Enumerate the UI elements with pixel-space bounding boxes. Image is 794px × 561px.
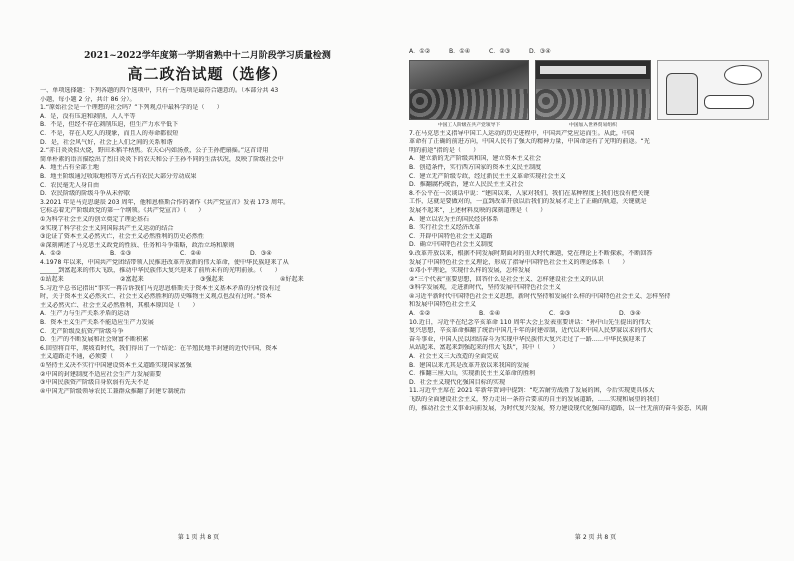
- text-line: 发展不起来”，上述材料反映的深刻道理是（ ）: [409, 206, 547, 214]
- text-line: 7.在马克思主义指导中国工人运动的历史进程中，中国共产党应运而生。从此，中国: [409, 129, 635, 137]
- page-number: 第 1 页 共 8 页: [177, 534, 220, 541]
- text-line: D．社会主义现代化强国目标的实现: [409, 378, 506, 386]
- photo-strip: [409, 60, 774, 128]
- text-line: D．生产的不断发展和社会财富不断积累: [40, 336, 149, 344]
- option: B．①④: [479, 310, 501, 318]
- text-line: A．生产力与生产关系矛盾的运动: [40, 310, 130, 318]
- subject-title: 高二政治试题（选修）: [127, 65, 288, 83]
- text-line: B．创造条件，实行西方国家的资本主义民主制度: [409, 163, 542, 171]
- text-line: 复兴思想，辛亥革命推翻了统治中国几千年的封建帝制，近代以来中国人民梦寐以求的伟大: [409, 327, 653, 335]
- text-line: B．建国以来尤其是改革开放以来我国的发展: [409, 361, 529, 369]
- text-line: ______到富起来的伟大飞跃，推动中华民族伟大复兴迎来了前所未有的光明前景。（ ）: [40, 267, 281, 275]
- text-line: ④习近平新时代中国特色社会主义思想，新时代坚持和发展什么样的中国特色社会主义、怎样坚持: [409, 292, 671, 300]
- text-line: 奋斗事业，中国人民以团结奋斗为实现中华民族伟大复兴走过了一路……中华民族迎来了: [409, 335, 647, 343]
- text-line: 9.改革开放以来，根据不同发展时期面对的重大时代课题，党在理论上不断探索，不断回答: [409, 249, 653, 257]
- text-line: 工作，这就是要做对的，一直到改革开放以后我们的发展才走上了正确的轨道，关键就是: [409, 198, 647, 206]
- text-line: ①邓小平理论，实现什么样的发展，怎样发展: [409, 267, 531, 275]
- text-line: D．推翻腐朽统治，建立人民民主主义社会: [409, 181, 524, 189]
- text-line: ①为科学社会主义的创立奠定了理论基石: [40, 215, 150, 223]
- option-row: [40, 250, 375, 259]
- text-line: 它标志着无产阶级政党的第一个纲领。《共产党宣言》（ ）: [40, 207, 205, 215]
- option: A．①②: [409, 48, 431, 55]
- text-line: ②“三个代表”重要思想，回答什么是社会主义、怎样建设社会主义的认识: [409, 275, 604, 283]
- text-line: C．建立无产阶级专政，经过新民主主义革命实现社会主义: [409, 172, 566, 180]
- option: C．②③: [549, 310, 571, 318]
- text-line: A．社会主义三大改造的全面完成: [409, 353, 499, 361]
- text-line: A．建立以农为主的国民经济体系: [409, 215, 499, 223]
- right-page: [397, 0, 794, 561]
- option: ④好起来: [280, 276, 304, 284]
- text-line: B．资本主义生产关系不能适应生产力发展: [40, 319, 154, 327]
- photo-block: [657, 60, 769, 128]
- text-line: C．推翻三座大山，实现新民主主义革命的胜利: [409, 370, 536, 378]
- crowd-photo: [409, 60, 529, 120]
- text-line: 主义道路走不通，必须要（ ）: [40, 353, 132, 361]
- option-row: [409, 48, 774, 57]
- text-line: ①坚持主义决不实行中国建设资本主义道路实现国家富强: [40, 362, 192, 369]
- cartoon-tag: [704, 95, 754, 109]
- text-line: 8.不公平在一次谈话中说：“建国以来，人家对我们，我们在某种程度上我们也没有把关键: [409, 189, 650, 197]
- photo-block: [535, 60, 651, 128]
- text-line: 飞跃的全面建设社会主义，努力走出一条符合要求的自主的发展道路，……实现和展望的我们: [409, 396, 659, 403]
- text-line: 5.习近平总书记指出“事实一再告诉我们马克思恩格斯关于资本主义基本矛盾的分析没有过: [40, 284, 281, 292]
- option: C．②③: [489, 48, 511, 55]
- text-line: D．农民阶级的阶级斗争从未停歇: [40, 190, 131, 198]
- option: D．③④: [250, 250, 272, 258]
- photo-block: [409, 60, 529, 128]
- text-line: A．是，没有压迫和剥削，人人平等: [40, 112, 136, 120]
- right-column: [409, 48, 774, 413]
- text-line: A．地主占有全部土地: [40, 164, 100, 172]
- text-line: ④深刻阐述了马克思主义政党的性质、任务和斗争策略，政治立场和原则: [40, 241, 235, 249]
- text-line: 2.“赤日炎炎似火烧，野田禾稻半枯焦。农夫心内如汤煮，公子王孙把扇摇。”这首诗用: [40, 147, 269, 155]
- text-line: 时，关于资本主义必然灭亡、社会主义必然胜利的历史唯物主义观点也没有过时。”资本: [40, 293, 272, 301]
- text-line: 主义必然灭亡、社会主义必然胜利，其根本原因是（ ）: [40, 301, 199, 309]
- text-line: 革命有了正确的前进方向，中国人民有了强大的精神力量，中国命运有了光明的前途。“光: [409, 138, 650, 146]
- option: A．①②: [409, 310, 431, 318]
- text-line: 11.习近平主席在 2021 年新年贺词中提到：“吃苦耐劳战胜了发展的困，今后实现更具体大: [409, 387, 655, 395]
- text-line: 小题，每小题 2 分，共计 86 分）。: [40, 95, 136, 103]
- exam-title: 2021~2022学年度第一学期省熟中十二月阶段学习质量检测: [84, 51, 331, 61]
- text-line: 4.1978 年以来，中国共产党团结带领人民推进改革开放新的伟大革命，使中华民族迎来了从: [40, 258, 289, 266]
- option-row: [409, 310, 774, 319]
- left-column: [40, 38, 375, 396]
- text-line: B．不是，但经不存在剥削压迫，但生产力水平低下: [40, 121, 179, 129]
- text-line: C．农民毫无人身自由: [40, 181, 100, 189]
- option: ①站起来: [40, 276, 64, 284]
- option: D．③④: [529, 48, 551, 55]
- text-line: 发展了中国特色社会主义理论，形成了指导中国特色社会主义的理论体系（ ）: [409, 258, 629, 266]
- crowd-texture: [410, 89, 528, 119]
- text-line: ③科学发展观，走进新时代，坚持发展中国特色社会主义: [409, 284, 561, 292]
- option: D．③④: [619, 310, 641, 318]
- photo-caption: 中国加入世界贸易组织: [569, 122, 617, 128]
- option: ②富起来: [120, 276, 144, 284]
- text-line: D．确立中国特色社会主义制度: [409, 241, 493, 249]
- text-line: 1.“原始社会是一个理想的社会吗？”下列观点中最科学的是（ ）: [40, 104, 223, 112]
- text-line: 10.近日，习近平在纪念辛亥革命 110 周年大会上发表重要讲话：“孙中山先生提出的伟大: [409, 318, 651, 326]
- text-line: 和发展中国特色社会主义: [409, 301, 477, 309]
- text-line: C．不是，存在人吃人的现象，而且人的寿命都很短: [40, 129, 179, 137]
- banner: [540, 66, 646, 74]
- option-row: [40, 276, 375, 285]
- option: ③强起来: [200, 276, 224, 284]
- text-line: 6.回望将百年，爬坡看时代，我们得出了一个结论：在半殖民地半封建的近代中国，资本: [40, 344, 278, 352]
- ceremony-photo: [535, 60, 651, 120]
- photo-caption: 中国工人阶级在共产党领导下: [437, 122, 501, 128]
- cartoon-image: [657, 60, 769, 120]
- text-line: B．地主阶级通过收取地租等方式占有农民大部分劳动成果: [40, 172, 197, 180]
- text-line: 一、单项选择题：下列各题的四个选项中，只有一个选项是最符合题意的。（本部分共 43: [40, 87, 279, 94]
- text-line: 3.2021 年是马克思诞辰 203 周年，他和恩格斯合作的著作《共产党宣言》发表 173 周年。: [40, 198, 290, 206]
- text-line: A．建立新的无产阶级共和国，建立资本主义社会: [409, 155, 542, 163]
- text-line: D．是，社会风气好，社会上人们之间的关系和谐: [40, 138, 173, 146]
- text-line: 简单朴素的语言描绘出了烈日炎炎下的农夫和公子王孙不同的生活状况，反映了阶级社会中: [40, 155, 284, 163]
- crowd-texture: [536, 89, 650, 119]
- option: B．①④: [449, 48, 471, 55]
- speech-bubble: [724, 65, 762, 85]
- text-line: 明的前途”指的是（ ）: [409, 146, 480, 154]
- text-line: C．无产阶级反抗资产阶级斗争: [40, 327, 124, 335]
- cartoon-figure: [666, 73, 698, 115]
- text-line: 的，推动社会主义事业向前发展，为时代复兴发展，努力建设现代化强国的道路，以一往无前的奋斗姿态、风雨: [409, 404, 708, 412]
- text-line: 从站起来、富起来到强起来的伟大飞跃”，其中（ ）: [409, 344, 559, 352]
- option: C．②④: [180, 250, 202, 258]
- option: B．①③: [110, 250, 132, 258]
- text-line: ②实现了科学社会主义同国际共产主义运动的结合: [40, 224, 174, 232]
- text-line: ④中国无产阶级领导农民工兼群众推翻了封建专制统治: [40, 387, 186, 395]
- text-line: C．开辟中国特色社会主义道路: [409, 232, 493, 240]
- text-line: ②中国的封建制度不适应社会生产力发展需要: [40, 370, 162, 378]
- option: A．①②: [40, 250, 62, 258]
- text-line: ③论证了资本主义必然灭亡，社会主义必然胜利的历史必然性: [40, 233, 204, 241]
- page-number: 第 2 页 共 8 页: [574, 534, 617, 541]
- text-line: B．实行社会主义经济改革: [409, 224, 481, 232]
- text-line: ③中国民族资产阶级自身软弱有先天不足: [40, 379, 150, 387]
